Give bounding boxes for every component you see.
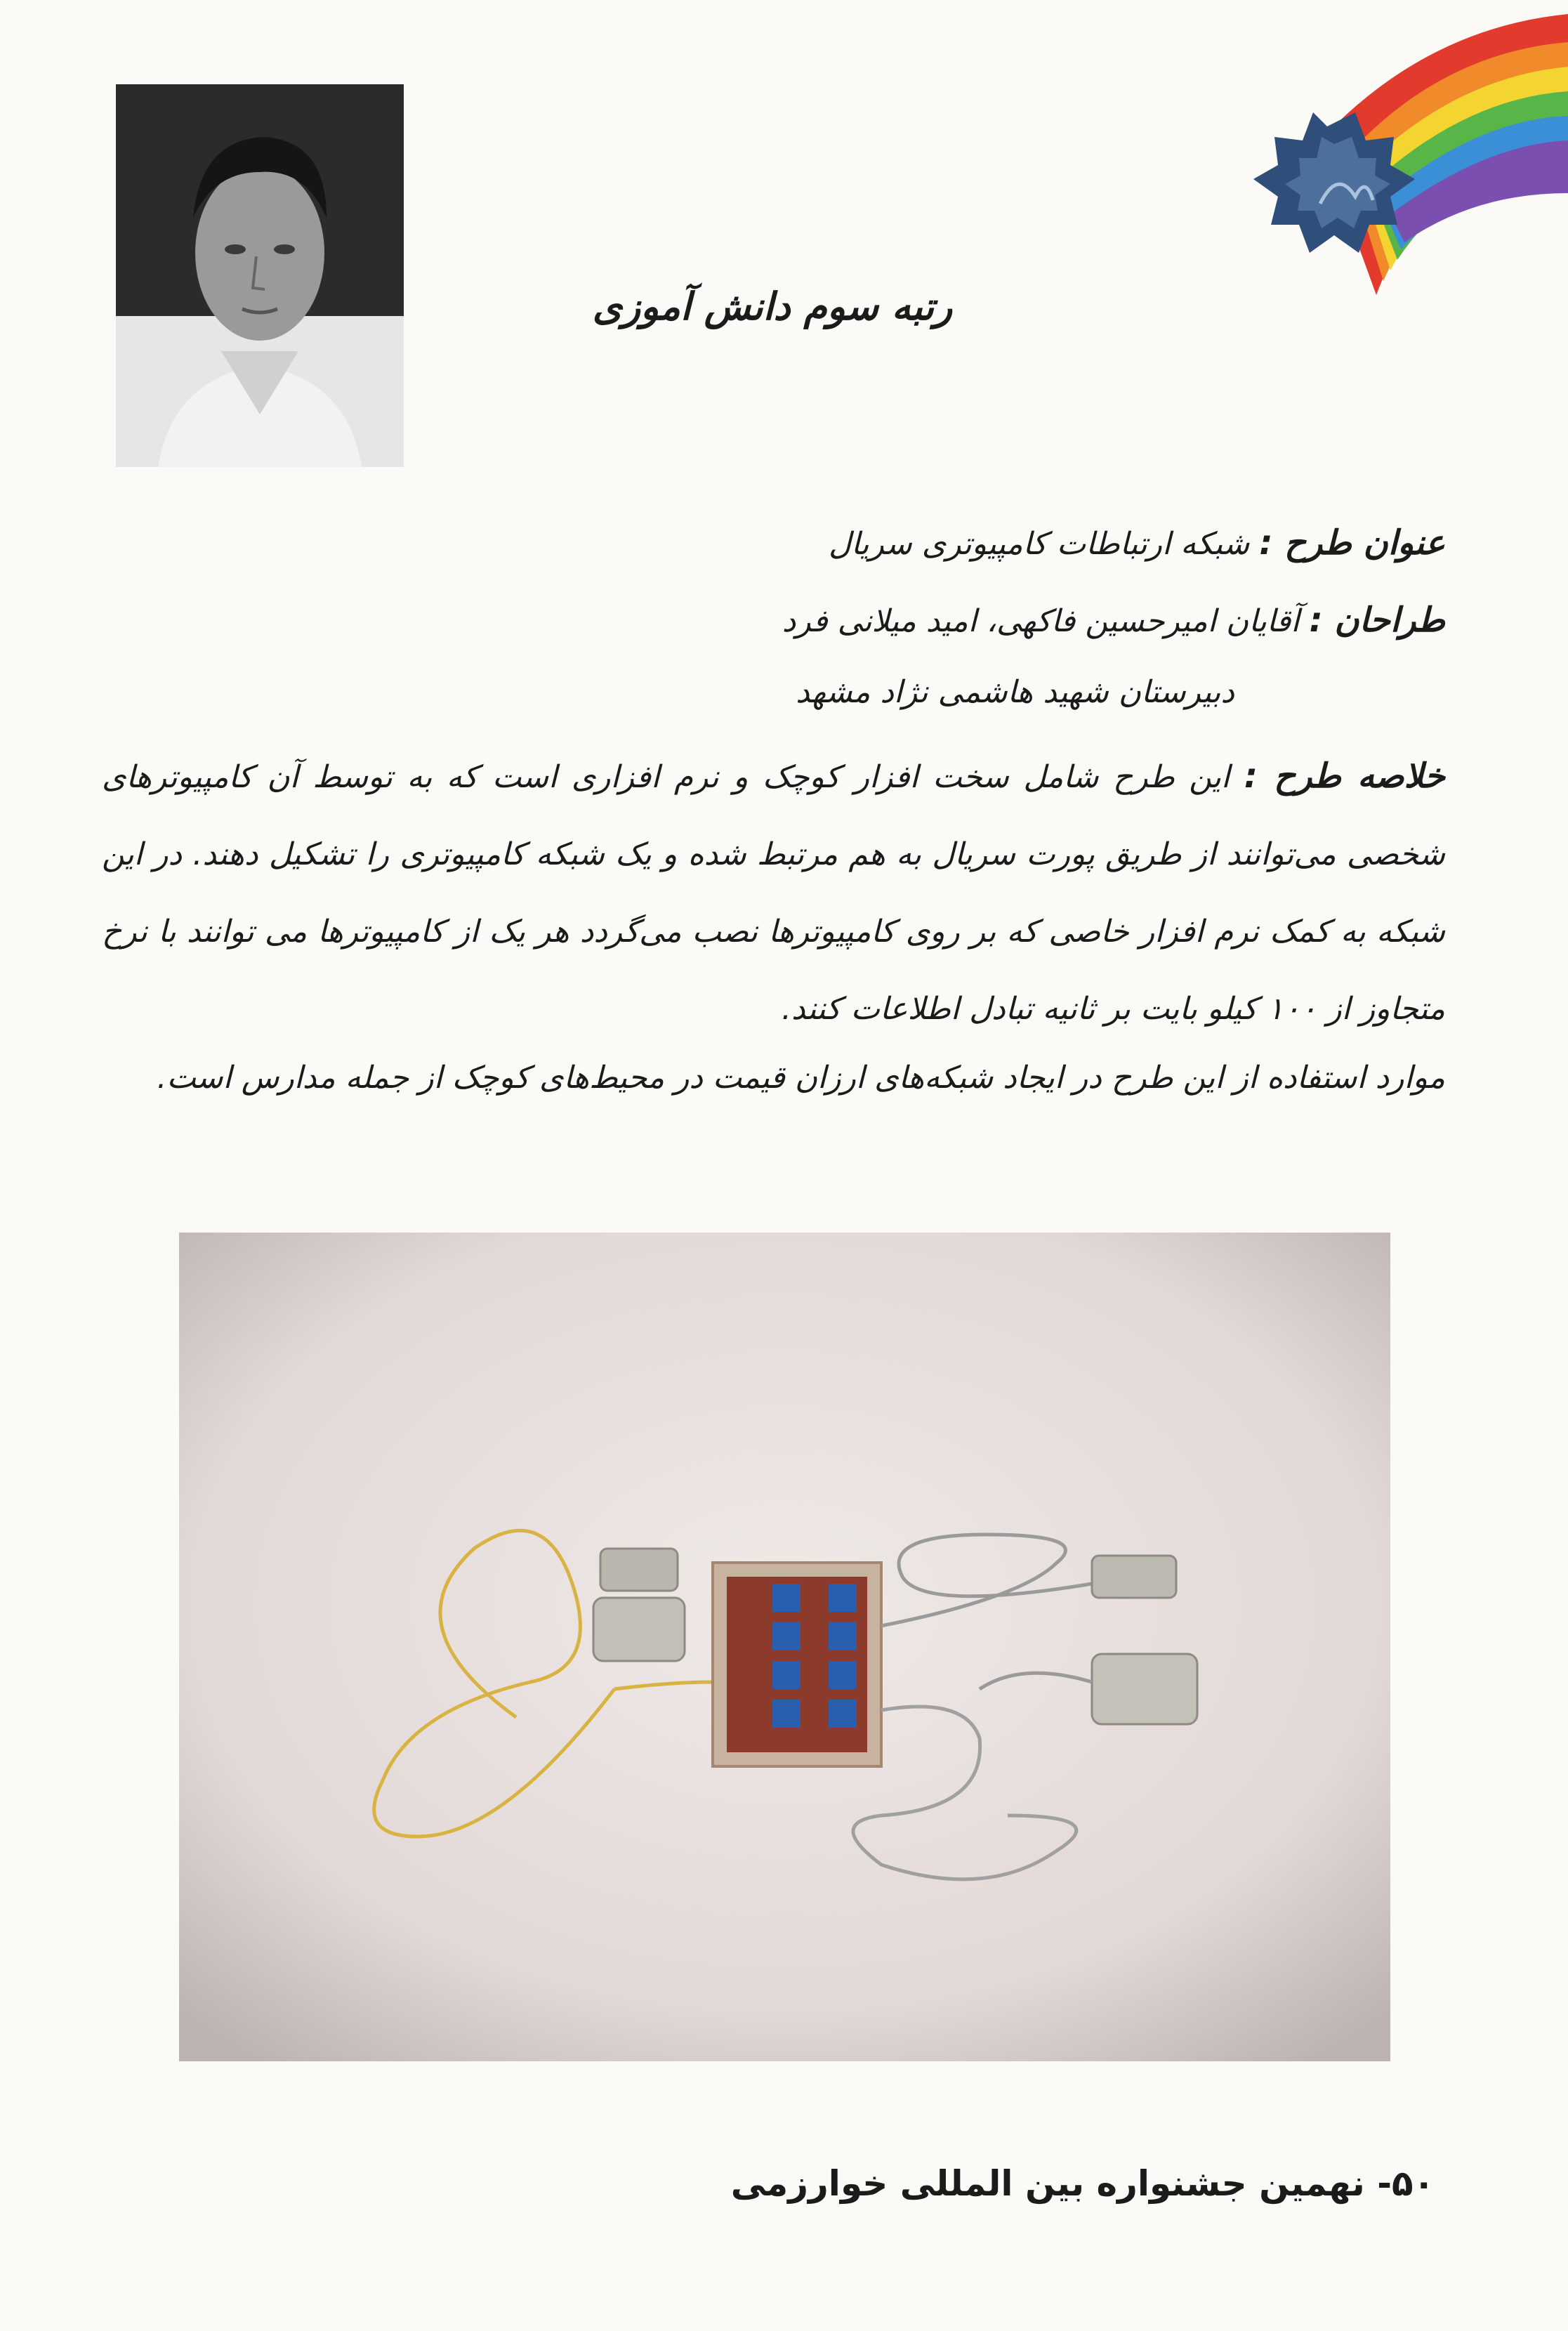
- title-label: عنوان طرح :: [1259, 523, 1445, 563]
- festival-logo: [1215, 0, 1568, 379]
- portrait-photo: [116, 84, 404, 467]
- title-value: شبکه ارتباطات کامپیوتری سریال: [829, 526, 1250, 562]
- title-line: [829, 523, 1445, 563]
- school-line: دبیرستان شهید هاشمی نژاد مشهد: [796, 674, 1234, 710]
- designers-line: [782, 600, 1445, 640]
- summary-label: خلاصه طرح :: [1244, 756, 1445, 796]
- designers-label: طراحان :: [1309, 600, 1445, 640]
- designers-value: آقایان امیرحسین فاکهی، امید میلانی فرد: [782, 603, 1300, 639]
- summary-text: این طرح شامل سخت افزار کوچک و نرم افزاری است که به توسط آن کامپیوترهای شخصی می‌توانند از طریق پورت سریال به هم مرتبط شده و یک شبکه کامپیوتری را تشکیل دهند. در این شبکه به کمک نرم افزار خاصی که بر روی کامپیوترها نصب می‌گردد هر یک از کامپیوترها می توانند با نرخ متجاوز از ۱۰۰ کیلو بایت بر ثانیه تبادل اطلاعات کنند.: [102, 759, 1446, 1027]
- rank-heading: رتبه سوم دانش آموزی: [592, 284, 953, 329]
- usage-paragraph: موارد استفاده از این طرح در ایجاد شبکه‌های ارزان قیمت در محیط‌های کوچک از جمله مدارس است.: [157, 1060, 1445, 1096]
- page-footer: ۵۰- نهمین جشنواره بین المللی خوارزمی: [730, 2163, 1435, 2204]
- device-photo: [179, 1233, 1390, 2061]
- summary-paragraph: [102, 737, 1445, 1048]
